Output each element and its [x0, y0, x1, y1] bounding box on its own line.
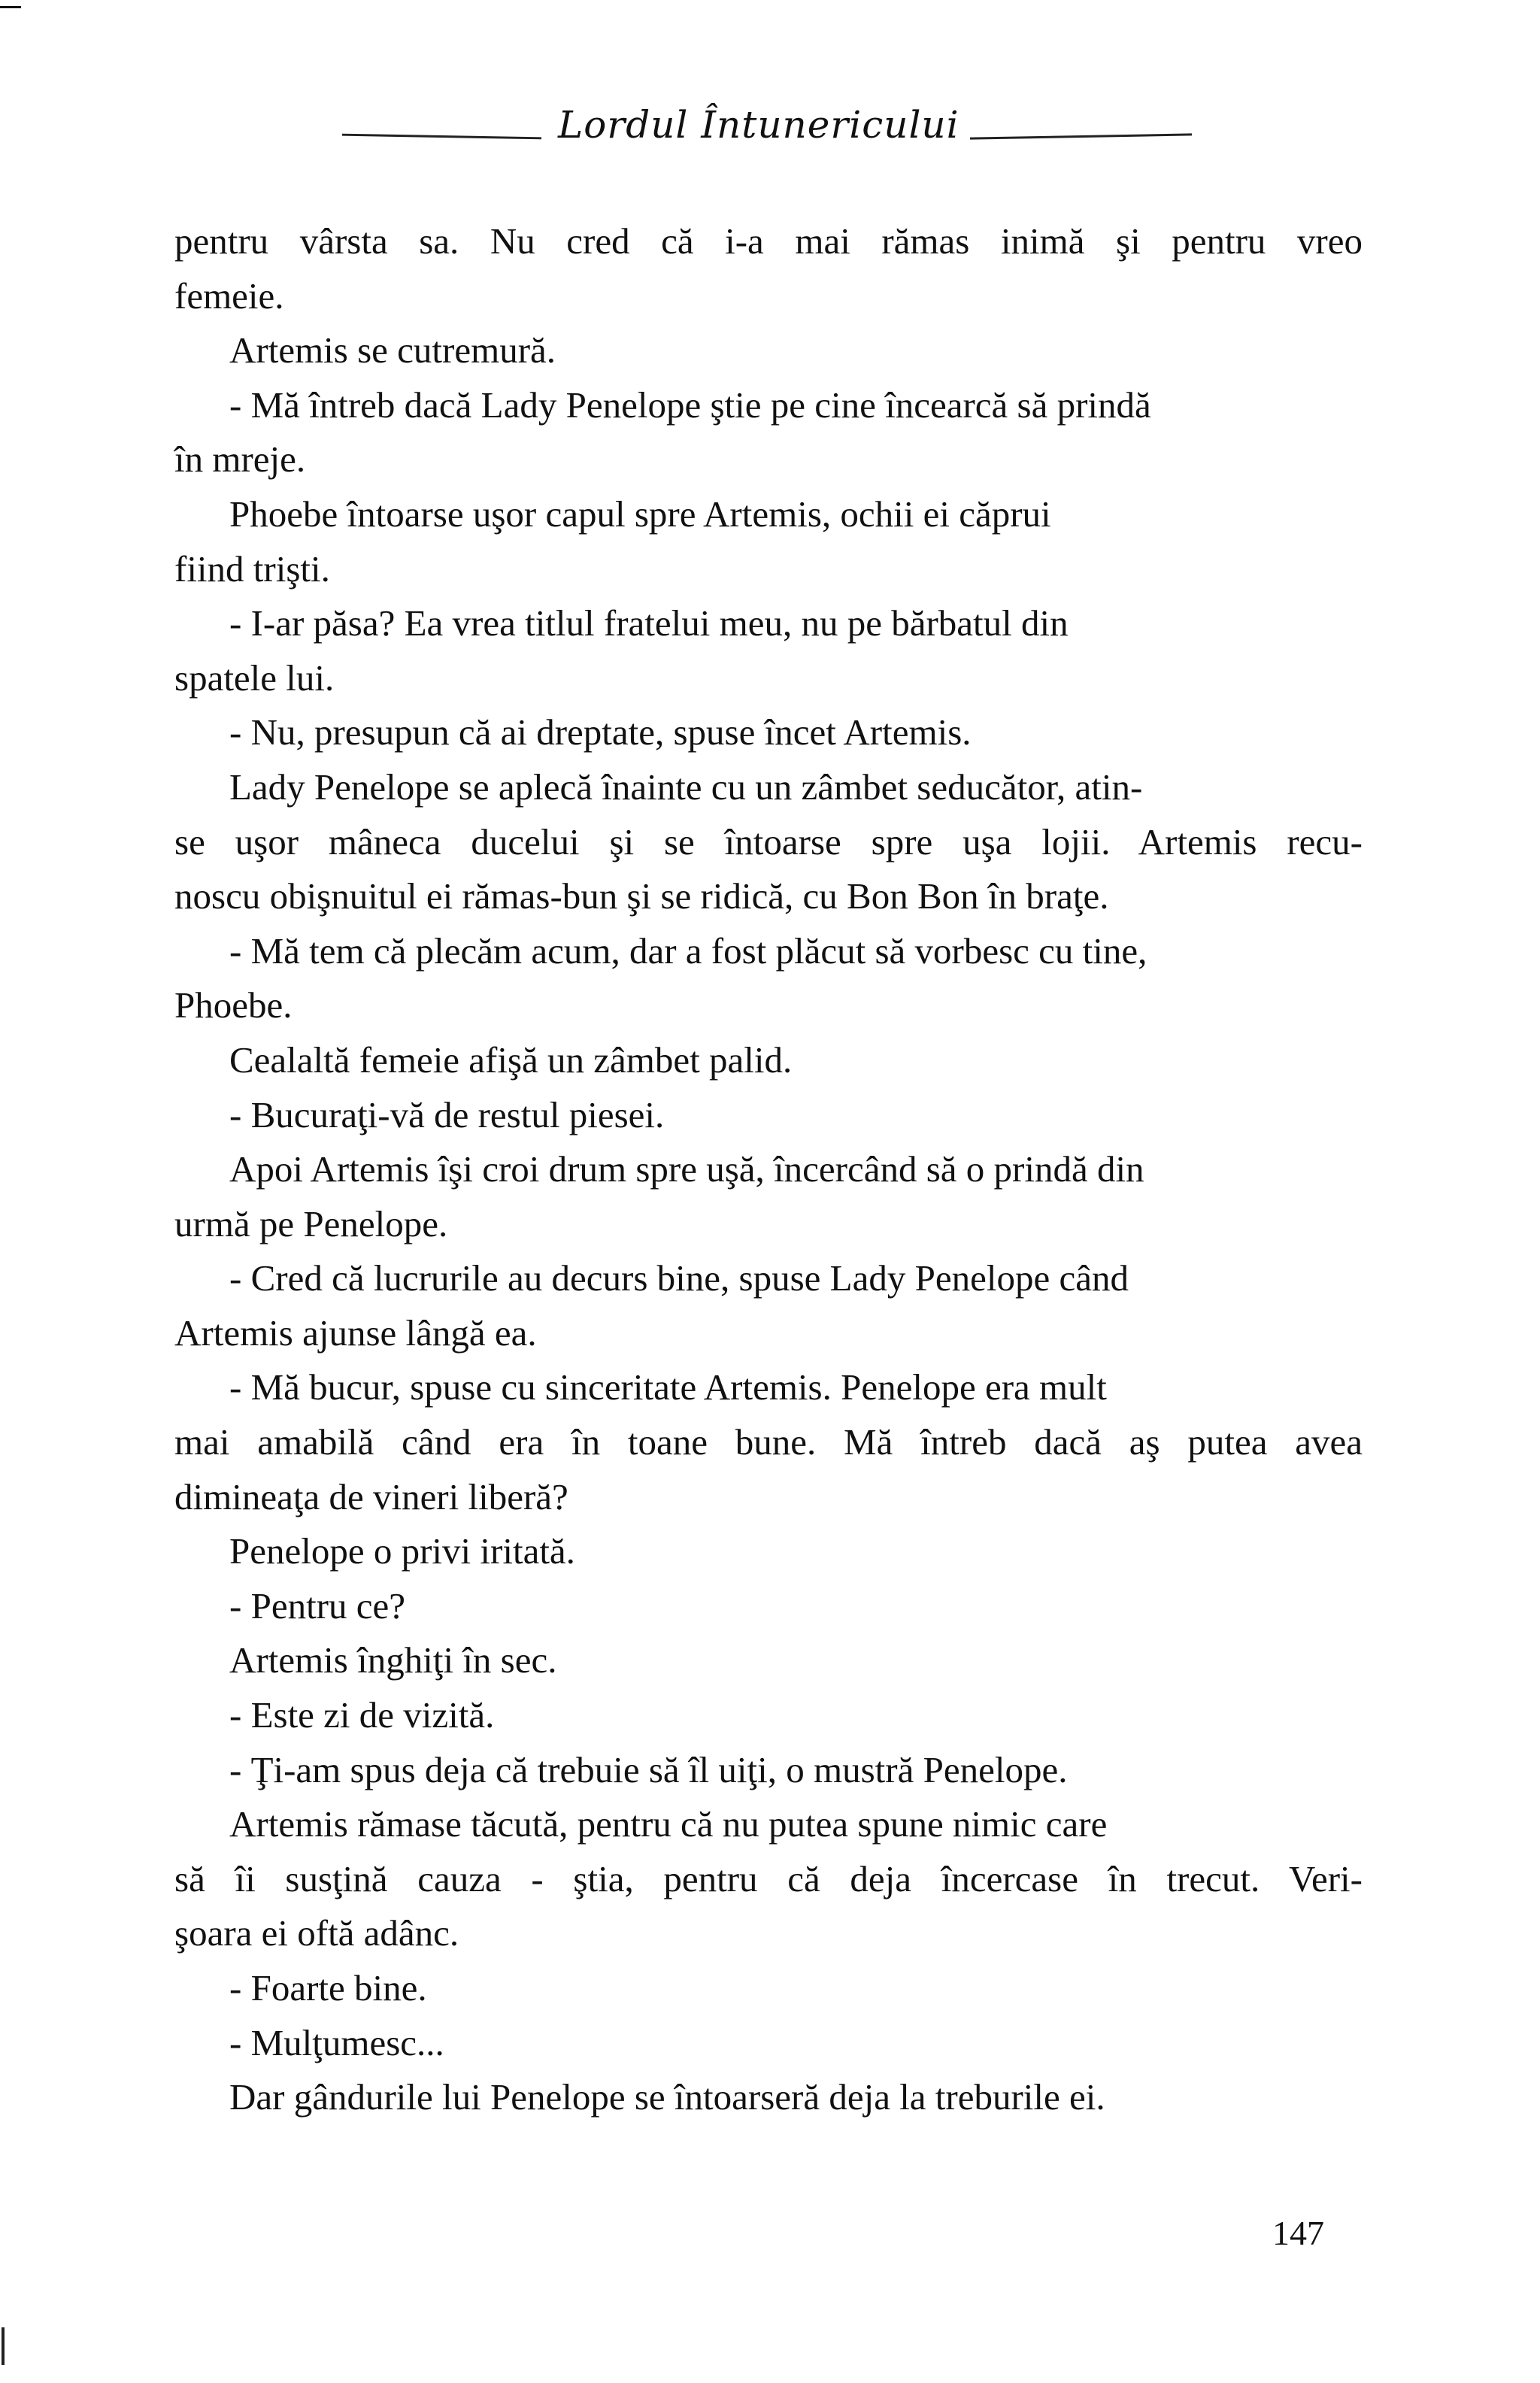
- text-line: - Cred că lucrurile au decurs bine, spuse Lady Penelope când: [229, 1257, 1129, 1299]
- text-line: - Pentru ce?: [229, 1584, 405, 1627]
- header-rule-left: [342, 134, 541, 140]
- text-line: pentru vârsta sa. Nu cred că i-a mai rămas inimă şi pentru vreo: [174, 220, 1363, 262]
- text-line: Artemis rămase tăcută, pentru că nu putea spune nimic care: [229, 1803, 1108, 1845]
- text-line: Phoebe întoarse uşor capul spre Artemis, ochii ei căprui: [229, 493, 1051, 535]
- header-rule-right: [970, 133, 1192, 139]
- text-line: să îi susţină cauza - ştia, pentru că deja încercase în trecut. Veri-: [174, 1857, 1363, 1899]
- text-line: - Mă tem că plecăm acum, dar a fost plăcut să vorbesc cu tine,: [229, 929, 1147, 972]
- text-line: mai amabilă când era în toane bune. Mă întreb dacă aş putea avea: [174, 1421, 1363, 1463]
- text-line: Dar gândurile lui Penelope se întoarseră deja la treburile ei.: [229, 2076, 1105, 2118]
- text-line: spatele lui.: [174, 656, 335, 699]
- text-line: - Ţi-am spus deja că trebuie să îl uiţi, o mustră Penelope.: [229, 1748, 1068, 1790]
- text-line: în mreje.: [174, 438, 306, 481]
- text-line: Artemis ajunse lângă ea.: [174, 1311, 537, 1354]
- text-line: Phoebe.: [174, 984, 293, 1026]
- page-body: [174, 214, 1363, 2125]
- page-number: 147: [1272, 2214, 1324, 2252]
- running-header: [0, 96, 1540, 156]
- text-line: Apoi Artemis îşi croi drum spre uşă, încercând să o prindă din: [229, 1148, 1144, 1190]
- text-line: şoara ei oftă adânc.: [174, 1912, 459, 1954]
- running-title: Lordul Întunericului: [558, 103, 959, 147]
- text-line: - Foarte bine.: [229, 1967, 427, 2009]
- text-line: dimineaţa de vineri liberă?: [174, 1475, 568, 1517]
- text-line: Cealaltă femeie afişă un zâmbet palid.: [229, 1038, 793, 1081]
- scan-edge-mark: [0, 6, 21, 8]
- text-line: noscu obişnuitul ei rămas-bun şi se ridică, cu Bon Bon în braţe.: [174, 875, 1109, 917]
- text-line: - Bucuraţi-vă de restul piesei.: [229, 1093, 665, 1135]
- scan-gutter-mark: [2, 2327, 5, 2365]
- text-line: - Este zi de vizită.: [229, 1694, 495, 1736]
- text-line: fiind trişti.: [174, 547, 330, 590]
- text-line: urmă pe Penelope.: [174, 1202, 448, 1245]
- text-line: - Nu, presupun că ai dreptate, spuse încet Artemis.: [229, 711, 972, 753]
- text-line: femeie.: [174, 274, 284, 317]
- text-line: - I-ar păsa? Ea vrea titlul fratelui meu, nu pe bărbatul din: [229, 602, 1069, 644]
- text-line: Artemis se cutremură.: [229, 329, 556, 371]
- text-line: Lady Penelope se aplecă înainte cu un zâmbet seducător, atin-: [229, 766, 1143, 808]
- text-line: se uşor mâneca ducelui şi se întoarse spre uşa lojii. Artemis recu-: [174, 820, 1363, 863]
- text-line: - Mă întreb dacă Lady Penelope ştie pe cine încearcă să prindă: [229, 384, 1151, 426]
- text-line: Penelope o privi iritată.: [229, 1530, 575, 1572]
- text-line: - Mulţumesc...: [229, 2021, 444, 2063]
- text-line: - Mă bucur, spuse cu sinceritate Artemis. Penelope era mult: [229, 1366, 1107, 1408]
- text-line: Artemis înghiţi în sec.: [229, 1639, 557, 1681]
